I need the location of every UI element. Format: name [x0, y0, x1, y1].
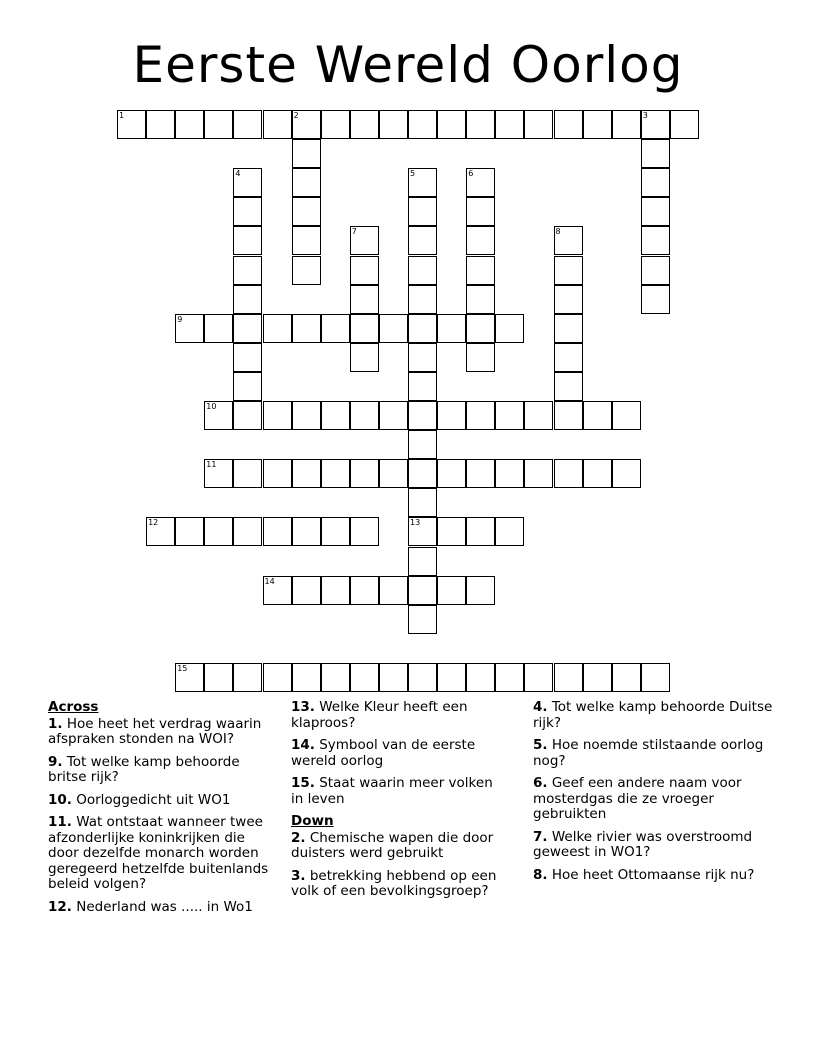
- grid-cell[interactable]: [437, 576, 466, 605]
- grid-cell[interactable]: [175, 663, 204, 692]
- grid-cell[interactable]: [495, 110, 524, 139]
- grid-cell[interactable]: [175, 517, 204, 546]
- grid-cell[interactable]: [466, 663, 495, 692]
- grid-cell[interactable]: [292, 459, 321, 488]
- grid-cell[interactable]: [292, 197, 321, 226]
- grid-cell[interactable]: [350, 110, 379, 139]
- grid-cell[interactable]: [641, 285, 670, 314]
- clue-down-8: 8. Hoe heet Ottomaanse rijk nu?: [533, 866, 755, 883]
- grid-cell[interactable]: [292, 663, 321, 692]
- grid-cell[interactable]: [495, 517, 524, 546]
- grid-cell[interactable]: [408, 372, 437, 401]
- grid-cell[interactable]: [263, 663, 292, 692]
- clue-across-12: 12. Nederland was ..... in Wo1: [48, 898, 253, 915]
- grid-cell[interactable]: [350, 343, 379, 372]
- grid-cell[interactable]: [379, 401, 408, 430]
- grid-cell[interactable]: [408, 168, 437, 197]
- clue-number-label: 3: [642, 111, 648, 120]
- clue-number-label: 7: [351, 227, 357, 237]
- grid-cell[interactable]: [612, 401, 641, 430]
- grid-cell[interactable]: [292, 401, 321, 430]
- grid-cell[interactable]: [233, 256, 262, 285]
- clues-column-2: [291, 700, 501, 907]
- grid-cell[interactable]: [408, 517, 437, 546]
- grid-cell[interactable]: [554, 256, 583, 285]
- grid-cell[interactable]: [408, 401, 437, 430]
- grid-cell[interactable]: [175, 314, 204, 343]
- clue-number-label: 12: [148, 518, 159, 528]
- grid-cell[interactable]: [466, 226, 495, 255]
- grid-cell[interactable]: [233, 663, 262, 692]
- grid-cell[interactable]: [408, 547, 437, 576]
- grid-cell[interactable]: [466, 197, 495, 226]
- grid-cell[interactable]: [321, 314, 350, 343]
- grid-cell[interactable]: [466, 314, 495, 343]
- clue-across-11: 11. Wat ontstaat wanneer twee afzonderlijke koninkrijken die door dezelfde monarch worden geregeerd hetzelfde buitenlands beleid volgen?: [48, 814, 269, 892]
- grid-cell[interactable]: [263, 576, 292, 605]
- grid-cell[interactable]: [554, 285, 583, 314]
- grid-cell[interactable]: [466, 168, 495, 197]
- grid-cell[interactable]: [263, 517, 292, 546]
- grid-cell[interactable]: [233, 401, 262, 430]
- grid-cell[interactable]: [233, 168, 262, 197]
- grid-cell[interactable]: [466, 401, 495, 430]
- grid-cell[interactable]: [612, 459, 641, 488]
- grid-cell[interactable]: [641, 168, 670, 197]
- grid-cell[interactable]: [292, 139, 321, 168]
- clue-down-4: 4. Tot welke kamp behoorde Duitse rijk?: [533, 699, 773, 731]
- grid-cell[interactable]: [204, 459, 233, 488]
- clue-across-14: 14. Symbool van de eerste wereld oorlog: [291, 737, 476, 769]
- grid-cell[interactable]: [466, 285, 495, 314]
- clue-number-label: 11: [206, 460, 217, 470]
- grid-cell[interactable]: [524, 663, 553, 692]
- grid-cell[interactable]: [437, 110, 466, 139]
- grid-cell[interactable]: [554, 314, 583, 343]
- grid-cell[interactable]: [263, 401, 292, 430]
- grid-cell[interactable]: [554, 343, 583, 372]
- grid-cell[interactable]: [146, 517, 175, 546]
- grid-cell[interactable]: [583, 459, 612, 488]
- grid-cell[interactable]: [554, 226, 583, 255]
- grid-cell[interactable]: [233, 314, 262, 343]
- grid-cell[interactable]: [554, 372, 583, 401]
- grid-cell[interactable]: [408, 314, 437, 343]
- grid-cell[interactable]: [583, 401, 612, 430]
- grid-cell[interactable]: [379, 314, 408, 343]
- grid-cell[interactable]: [204, 663, 233, 692]
- clue-down-3: 3. betrekking hebbend op een volk of een bevolkingsgroep?: [291, 867, 497, 899]
- grid-cell[interactable]: [321, 517, 350, 546]
- grid-cell[interactable]: [292, 314, 321, 343]
- clue-down-7: 7. Welke rivier was overstroomd geweest in WO1?: [533, 828, 753, 860]
- grid-cell[interactable]: [524, 459, 553, 488]
- grid-cell[interactable]: [292, 576, 321, 605]
- grid-cell[interactable]: [350, 256, 379, 285]
- across-heading: Across: [48, 699, 99, 715]
- grid-cell[interactable]: [466, 459, 495, 488]
- grid-cell[interactable]: [321, 663, 350, 692]
- grid-cell[interactable]: [583, 110, 612, 139]
- grid-cell[interactable]: [524, 401, 553, 430]
- grid-cell[interactable]: [495, 459, 524, 488]
- grid-cell[interactable]: [233, 285, 262, 314]
- grid-cell[interactable]: [146, 110, 175, 139]
- clues-column-3: [533, 700, 773, 890]
- down-heading: Down: [291, 813, 334, 829]
- grid-cell[interactable]: [437, 517, 466, 546]
- grid-cell[interactable]: [554, 663, 583, 692]
- clue-number-label: 1: [119, 111, 125, 120]
- grid-cell[interactable]: [495, 314, 524, 343]
- grid-cell[interactable]: [350, 663, 379, 692]
- clue-number-label: 14: [264, 576, 275, 586]
- grid-cell[interactable]: [292, 517, 321, 546]
- grid-cell[interactable]: [437, 459, 466, 488]
- grid-cell[interactable]: [350, 285, 379, 314]
- grid-cell[interactable]: [408, 459, 437, 488]
- grid-cell[interactable]: [233, 459, 262, 488]
- grid-cell[interactable]: [466, 576, 495, 605]
- clue-down-5: 5. Hoe noemde stilstaande oorlog nog?: [533, 737, 764, 769]
- grid-cell[interactable]: [408, 197, 437, 226]
- clue-number-label: 5: [410, 169, 416, 179]
- grid-cell[interactable]: [321, 401, 350, 430]
- clue-across-10: 10. Oorloggedicht uit WO1: [48, 791, 231, 808]
- grid-cell[interactable]: [612, 110, 641, 139]
- grid-cell[interactable]: [350, 226, 379, 255]
- grid-cell[interactable]: [408, 285, 437, 314]
- grid-cell[interactable]: [233, 343, 262, 372]
- clue-number-label: 8: [555, 227, 561, 237]
- grid-cell[interactable]: [408, 576, 437, 605]
- grid-cell[interactable]: [641, 226, 670, 255]
- grid-cell[interactable]: [233, 372, 262, 401]
- grid-cell[interactable]: [466, 256, 495, 285]
- grid-cell[interactable]: [408, 110, 437, 139]
- grid-cell[interactable]: [495, 401, 524, 430]
- clue-number-label: 13: [410, 518, 421, 528]
- grid-cell[interactable]: [408, 430, 437, 459]
- clue-across-13: 13. Welke Kleur heeft een klaproos?: [291, 699, 468, 731]
- grid-cell[interactable]: [524, 110, 553, 139]
- grid-cell[interactable]: [263, 459, 292, 488]
- grid-cell[interactable]: [437, 663, 466, 692]
- grid-cell[interactable]: [379, 663, 408, 692]
- clue-number-label: 10: [206, 402, 217, 411]
- grid-cell[interactable]: [233, 226, 262, 255]
- grid-cell[interactable]: [321, 110, 350, 139]
- grid-cell[interactable]: [263, 110, 292, 139]
- grid-cell[interactable]: [292, 168, 321, 197]
- grid-cell[interactable]: [379, 459, 408, 488]
- grid-cell[interactable]: [175, 110, 204, 139]
- grid-cell[interactable]: [641, 110, 670, 139]
- grid-cell[interactable]: [408, 226, 437, 255]
- grid-cell[interactable]: [641, 139, 670, 168]
- grid-cell[interactable]: [350, 517, 379, 546]
- clue-down-2: 2. Chemische wapen die door duisters werd gebruikt: [291, 829, 494, 861]
- page-title: Eerste Wereld Oorlog: [132, 36, 684, 94]
- grid-cell[interactable]: [466, 110, 495, 139]
- grid-cell[interactable]: [641, 663, 670, 692]
- grid-cell[interactable]: [292, 110, 321, 139]
- clue-number-label: 6: [468, 169, 474, 179]
- grid-cell[interactable]: [408, 488, 437, 517]
- grid-cell[interactable]: [233, 197, 262, 226]
- grid-cell[interactable]: [437, 314, 466, 343]
- grid-cell[interactable]: [292, 226, 321, 255]
- clue-across-15: 15. Staat waarin meer volken in leven: [291, 775, 493, 807]
- grid-cell[interactable]: [204, 517, 233, 546]
- grid-cell[interactable]: [554, 459, 583, 488]
- grid-cell[interactable]: [321, 459, 350, 488]
- grid-cell[interactable]: [292, 256, 321, 285]
- grid-cell[interactable]: [466, 517, 495, 546]
- grid-cell[interactable]: [408, 343, 437, 372]
- grid-cell[interactable]: [350, 401, 379, 430]
- grid-cell[interactable]: [379, 110, 408, 139]
- grid-cell[interactable]: [670, 110, 699, 139]
- grid-cell[interactable]: [583, 663, 612, 692]
- grid-cell[interactable]: [204, 110, 233, 139]
- grid-cell[interactable]: [350, 576, 379, 605]
- grid-cell[interactable]: [641, 256, 670, 285]
- clues-column-1: [48, 700, 278, 922]
- grid-cell[interactable]: [495, 663, 524, 692]
- grid-cell[interactable]: [554, 401, 583, 430]
- grid-cell[interactable]: [554, 110, 583, 139]
- grid-cell[interactable]: [379, 576, 408, 605]
- clue-number-label: 4: [235, 169, 241, 179]
- clue-across-1: 1. Hoe heet het verdrag waarin afspraken stonden na WOI?: [48, 715, 262, 747]
- grid-cell[interactable]: [641, 197, 670, 226]
- grid-cell[interactable]: [233, 110, 262, 139]
- grid-cell[interactable]: [408, 605, 437, 634]
- clue-down-6: 6. Geef een andere naam voor mosterdgas die ze vroeger gebruikten: [533, 775, 742, 822]
- grid-cell[interactable]: [437, 401, 466, 430]
- grid-cell[interactable]: [204, 401, 233, 430]
- grid-cell[interactable]: [321, 576, 350, 605]
- grid-cell[interactable]: [350, 314, 379, 343]
- grid-cell[interactable]: [263, 314, 292, 343]
- grid-cell[interactable]: [408, 663, 437, 692]
- grid-cell[interactable]: [350, 459, 379, 488]
- grid-cell[interactable]: [117, 110, 146, 139]
- grid-cell[interactable]: [466, 343, 495, 372]
- clue-number-label: 15: [177, 663, 188, 673]
- clue-number-label: 9: [177, 314, 183, 324]
- clue-number-label: 2: [293, 111, 299, 120]
- clue-across-9: 9. Tot welke kamp behoorde britse rijk?: [48, 753, 240, 785]
- grid-cell[interactable]: [612, 663, 641, 692]
- grid-cell[interactable]: [233, 517, 262, 546]
- grid-cell[interactable]: [408, 256, 437, 285]
- grid-cell[interactable]: [204, 314, 233, 343]
